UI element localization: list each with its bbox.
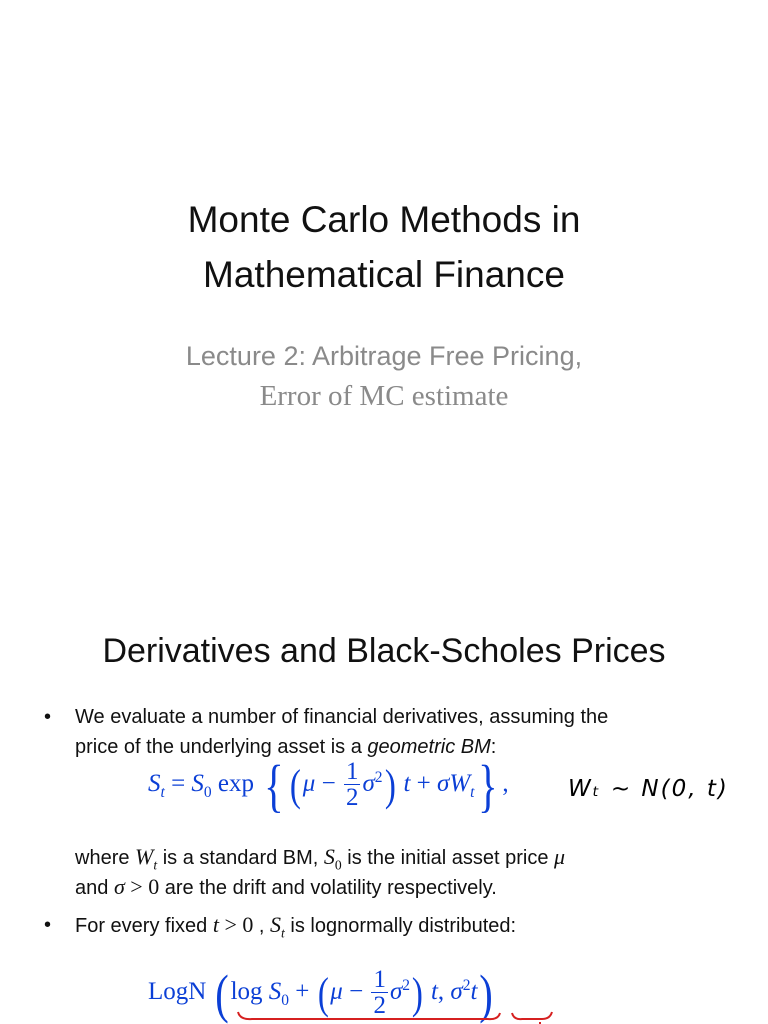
slide2-title: Derivatives and Black-Scholes Prices xyxy=(102,632,666,670)
lognormal-equation: LogN (log $S_0 + (\mu$ − $\frac{1}{2}$ $\sigma^2$) t, $\sigma^2t$) xyxy=(148,963,494,1024)
wt-symbol: $W_t$ xyxy=(135,844,158,873)
slide1-title-line2: Mathematical Finance xyxy=(203,254,565,295)
sigma-condition: σ > 0 xyxy=(113,874,160,899)
bullet-dot: • xyxy=(44,706,52,728)
slide1-title-line1: Monte Carlo Methods in xyxy=(187,199,581,240)
mu-symbol: μ xyxy=(554,844,566,869)
gbm-equation: $S_t = S_0$ exp { (μ − $\frac{1}{2}$ $\sigma^2$) $t + \sigma W_t$} , xyxy=(148,752,509,818)
slide1-subtitle-line1: Lecture 2: Arbitrage Free Pricing, xyxy=(185,341,583,371)
bullet-dot: • xyxy=(44,914,52,936)
bullet1-line1: We evaluate a number of financial derivatives, assuming the xyxy=(75,706,609,728)
geometric-bm-emph: geometric BM xyxy=(367,736,491,758)
slide1-subtitle-line2: Error of MC estimate xyxy=(259,380,509,412)
st-symbol: $S_t$ xyxy=(270,912,285,941)
t-condition: t > 0 xyxy=(212,912,254,937)
handwritten-note: Wₜ ~ N(0, t) xyxy=(568,776,729,802)
bullet1-line2: price of the underlying asset is a geometric BM: xyxy=(75,736,497,758)
s0-symbol: $S_0$ xyxy=(323,844,342,873)
